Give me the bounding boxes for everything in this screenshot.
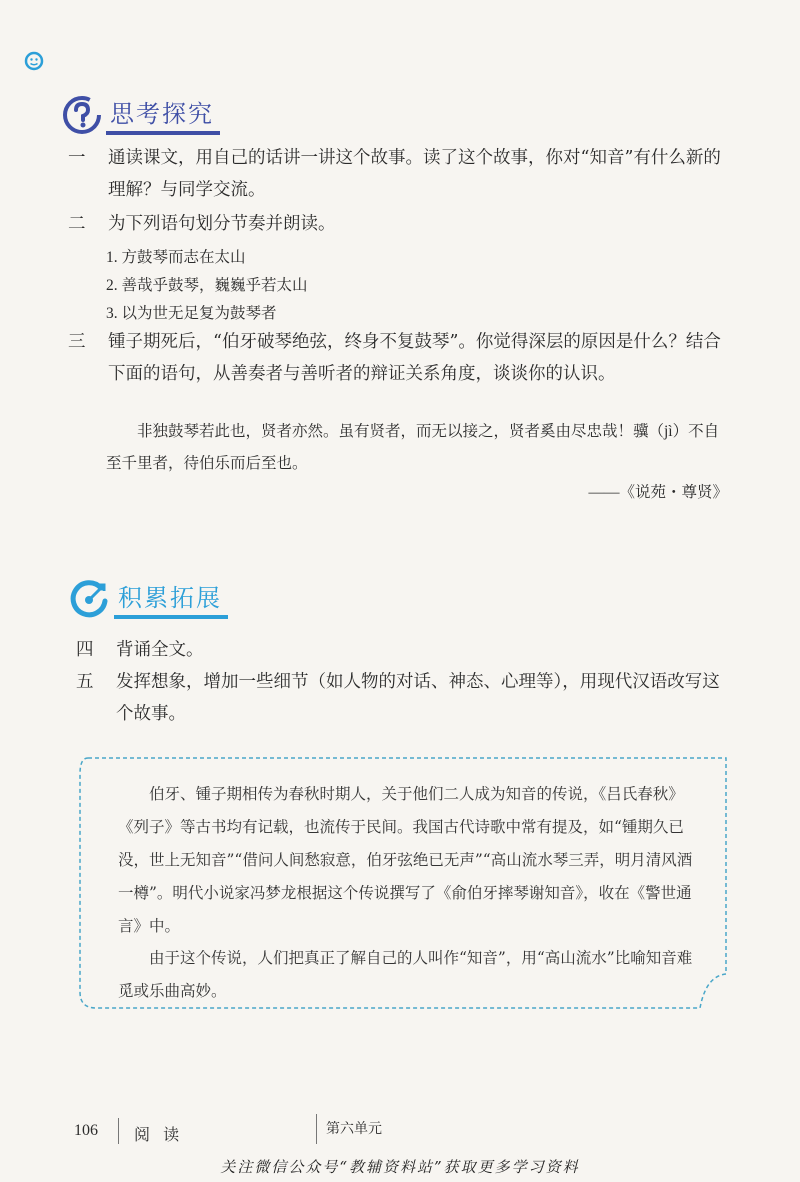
target-arrow-icon [70,579,110,619]
question-text: 发挥想象，增加一些细节（如人物的对话、神态、心理等），用现代汉语改写这个故事。 [116,672,720,724]
footer-unit: 第六单元 [326,1122,382,1137]
question-number: 五 [76,672,94,692]
watermark-text: 关注微信公众号“教辅资料站”获取更多学习资料 [220,1158,580,1176]
list-item: 2. 善哉乎鼓琴，巍巍乎若太山 [106,277,308,294]
question-5 [76,666,736,730]
question-1 [68,142,728,206]
list-item: 1. 方鼓琴而志在太山 [106,249,246,266]
question-text: 锺子期死后，“伯牙破琴绝弦，终身不复鼓琴”。你觉得深层的原因是什么？结合下面的语句，从善奏者与善听者的辩证关系角度，谈谈你的认识。 [108,332,721,384]
quote-source: ——《说苑・尊贤》 [588,484,728,501]
footer-divider [316,1114,317,1144]
question-2 [68,208,728,240]
footer-divider [118,1118,119,1144]
section-header-thinking [62,94,214,135]
note-paragraph: 伯牙、锺子期相传为春秋时期人，关于他们二人成为知音的传说，《吕氏春秋》《列子》等古书均有记载，也流传于民间。我国古代诗歌中常有提及，如“锺期久已没，世上无知音”“借问人间愁寂意，伯牙弦绝已无声”“高山流水琴三弄，明月清风酒一樽”。明代小说家冯梦龙根据这个传说撰写了《俞伯牙摔琴谢知音》，收在《警世通言》中。 [118,785,693,935]
question-text: 为下列语句划分节奏并朗读。 [108,214,336,234]
section-title: 积累拓展 [118,578,222,619]
section-header-extension [70,578,222,619]
question-number: 四 [76,640,94,660]
footer-section: 阅 读 [134,1125,184,1144]
question-number: 二 [68,214,86,234]
classical-quote: 非独鼓琴若此也，贤者亦然。虽有贤者，而无以接之，贤者奚由尽忠哉！骥（jì）不自至千里者，待伯乐而后至也。 [106,423,720,472]
note-paragraph: 由于这个传说，人们把真正了解自己的人叫作“知音”，用“高山流水”比喻知音难觅或乐曲高妙。 [118,949,693,1000]
knowledge-note-box [74,752,734,1014]
question-number: 一 [68,148,86,168]
list-item: 3. 以为世无足复为鼓琴者 [106,305,277,322]
question-3 [68,326,728,390]
question-text: 背诵全文。 [116,640,204,660]
question-4 [76,634,736,666]
smiley-icon [24,51,44,71]
page-number: 106 [74,1122,98,1139]
section-title: 思考探究 [110,94,214,135]
question-number: 三 [68,332,86,352]
question-text: 通读课文，用自己的话讲一讲这个故事。读了这个故事，你对“知音”有什么新的理解？与同学交流。 [108,148,721,200]
question-mark-icon [62,95,102,135]
